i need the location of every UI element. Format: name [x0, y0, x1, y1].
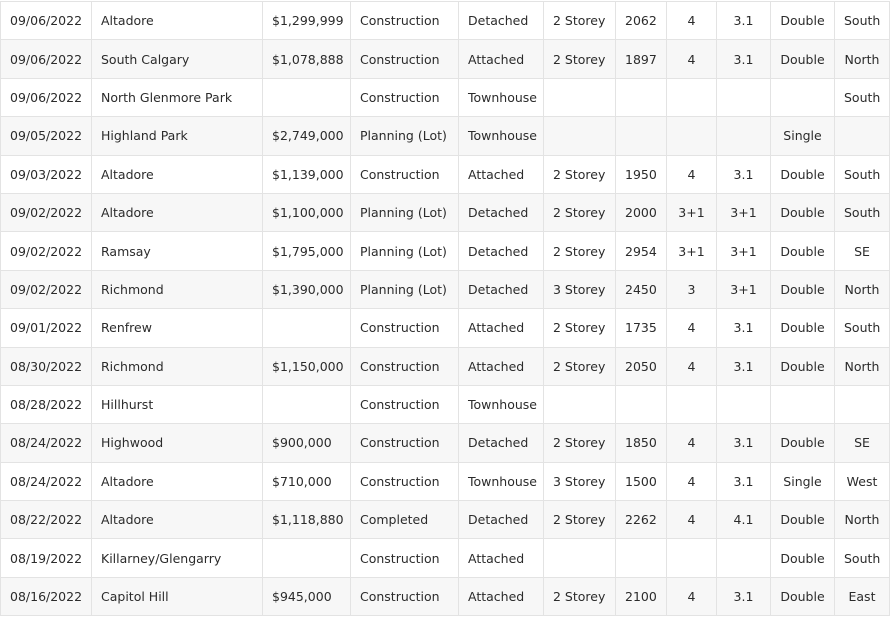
cell-type: Detached [459, 193, 544, 231]
cell-beds: 4 [667, 309, 717, 347]
cell-type: Attached [459, 347, 544, 385]
cell-garage: Double [771, 232, 835, 270]
cell-status: Construction [351, 40, 459, 78]
cell-status: Planning (Lot) [351, 117, 459, 155]
table-row[interactable] [1, 347, 890, 385]
table-row[interactable] [1, 232, 890, 270]
cell-beds [667, 78, 717, 116]
cell-sqft: 2450 [616, 270, 667, 308]
cell-baths: 3.1 [717, 40, 771, 78]
cell-price: $1,100,000 [263, 193, 351, 231]
cell-storeys [544, 117, 616, 155]
cell-date: 09/03/2022 [1, 155, 92, 193]
table-row[interactable] [1, 40, 890, 78]
cell-price: $945,000 [263, 577, 351, 615]
cell-type: Attached [459, 539, 544, 577]
cell-beds [667, 539, 717, 577]
table-row[interactable] [1, 270, 890, 308]
cell-type: Detached [459, 501, 544, 539]
table-row[interactable] [1, 78, 890, 116]
listings-table-body [1, 2, 890, 616]
cell-type: Attached [459, 309, 544, 347]
cell-baths: 3.1 [717, 2, 771, 40]
cell-community: Highland Park [92, 117, 263, 155]
cell-price: $1,150,000 [263, 347, 351, 385]
table-row[interactable] [1, 193, 890, 231]
cell-price: $1,299,999 [263, 2, 351, 40]
cell-status: Planning (Lot) [351, 193, 459, 231]
cell-beds: 4 [667, 501, 717, 539]
cell-storeys: 3 Storey [544, 270, 616, 308]
cell-garage: Double [771, 155, 835, 193]
cell-status: Completed [351, 501, 459, 539]
listings-table [0, 1, 890, 616]
cell-beds: 4 [667, 40, 717, 78]
cell-type: Detached [459, 270, 544, 308]
cell-price [263, 78, 351, 116]
cell-status: Construction [351, 309, 459, 347]
cell-community: Altadore [92, 193, 263, 231]
cell-price: $1,078,888 [263, 40, 351, 78]
cell-status: Construction [351, 2, 459, 40]
cell-baths: 3.1 [717, 577, 771, 615]
cell-sqft [616, 117, 667, 155]
cell-community: Altadore [92, 155, 263, 193]
cell-community: Capitol Hill [92, 577, 263, 615]
cell-type: Detached [459, 424, 544, 462]
cell-date: 09/02/2022 [1, 193, 92, 231]
table-row[interactable] [1, 155, 890, 193]
cell-sqft: 2100 [616, 577, 667, 615]
cell-garage: Double [771, 270, 835, 308]
cell-storeys [544, 385, 616, 423]
cell-sqft: 2262 [616, 501, 667, 539]
table-row[interactable] [1, 117, 890, 155]
cell-garage: Double [771, 193, 835, 231]
cell-beds: 3+1 [667, 232, 717, 270]
cell-price [263, 539, 351, 577]
cell-garage: Double [771, 577, 835, 615]
cell-storeys: 2 Storey [544, 2, 616, 40]
cell-community: Ramsay [92, 232, 263, 270]
cell-type: Townhouse [459, 78, 544, 116]
cell-sqft: 1850 [616, 424, 667, 462]
cell-baths: 4.1 [717, 501, 771, 539]
cell-garage: Single [771, 462, 835, 500]
cell-exposure: South [835, 2, 890, 40]
cell-community: Richmond [92, 270, 263, 308]
cell-status: Construction [351, 385, 459, 423]
cell-baths: 3.1 [717, 155, 771, 193]
table-row[interactable] [1, 309, 890, 347]
cell-date: 09/06/2022 [1, 78, 92, 116]
cell-status: Construction [351, 462, 459, 500]
cell-sqft: 1950 [616, 155, 667, 193]
cell-sqft: 2954 [616, 232, 667, 270]
cell-date: 08/30/2022 [1, 347, 92, 385]
table-row[interactable] [1, 501, 890, 539]
cell-date: 09/02/2022 [1, 270, 92, 308]
cell-exposure: East [835, 577, 890, 615]
cell-price [263, 385, 351, 423]
cell-sqft: 1735 [616, 309, 667, 347]
cell-status: Construction [351, 347, 459, 385]
cell-garage: Double [771, 501, 835, 539]
cell-price: $2,749,000 [263, 117, 351, 155]
table-row[interactable] [1, 462, 890, 500]
cell-community: Altadore [92, 2, 263, 40]
cell-storeys [544, 539, 616, 577]
cell-status: Construction [351, 155, 459, 193]
cell-date: 08/22/2022 [1, 501, 92, 539]
cell-exposure: North [835, 501, 890, 539]
cell-sqft [616, 539, 667, 577]
cell-storeys: 2 Storey [544, 155, 616, 193]
cell-community: Highwood [92, 424, 263, 462]
cell-type: Attached [459, 155, 544, 193]
cell-type: Townhouse [459, 385, 544, 423]
cell-beds [667, 117, 717, 155]
cell-community: Richmond [92, 347, 263, 385]
cell-baths [717, 385, 771, 423]
cell-beds [667, 385, 717, 423]
cell-garage: Double [771, 347, 835, 385]
cell-date: 09/02/2022 [1, 232, 92, 270]
cell-type: Detached [459, 2, 544, 40]
cell-community: Hillhurst [92, 385, 263, 423]
cell-community: Altadore [92, 501, 263, 539]
cell-baths: 3.1 [717, 424, 771, 462]
cell-sqft [616, 78, 667, 116]
cell-baths: 3+1 [717, 232, 771, 270]
cell-exposure: North [835, 347, 890, 385]
cell-date: 09/06/2022 [1, 40, 92, 78]
cell-baths: 3.1 [717, 309, 771, 347]
table-row[interactable] [1, 2, 890, 40]
cell-type: Townhouse [459, 117, 544, 155]
cell-type: Attached [459, 577, 544, 615]
cell-status: Planning (Lot) [351, 232, 459, 270]
cell-status: Construction [351, 78, 459, 116]
cell-storeys: 2 Storey [544, 577, 616, 615]
table-row[interactable] [1, 539, 890, 577]
cell-date: 08/24/2022 [1, 424, 92, 462]
cell-exposure: North [835, 40, 890, 78]
cell-beds: 3 [667, 270, 717, 308]
table-row[interactable] [1, 424, 890, 462]
cell-storeys: 2 Storey [544, 501, 616, 539]
cell-storeys: 2 Storey [544, 40, 616, 78]
cell-date: 08/28/2022 [1, 385, 92, 423]
cell-exposure: West [835, 462, 890, 500]
cell-date: 08/19/2022 [1, 539, 92, 577]
cell-exposure: SE [835, 424, 890, 462]
cell-sqft: 2000 [616, 193, 667, 231]
cell-baths [717, 539, 771, 577]
cell-status: Construction [351, 424, 459, 462]
cell-baths [717, 78, 771, 116]
cell-community: Renfrew [92, 309, 263, 347]
cell-beds: 4 [667, 424, 717, 462]
cell-exposure [835, 385, 890, 423]
cell-garage: Double [771, 309, 835, 347]
cell-exposure: South [835, 309, 890, 347]
cell-beds: 4 [667, 155, 717, 193]
cell-price: $710,000 [263, 462, 351, 500]
cell-type: Townhouse [459, 462, 544, 500]
cell-baths [717, 117, 771, 155]
cell-date: 09/06/2022 [1, 2, 92, 40]
cell-status: Construction [351, 539, 459, 577]
cell-garage: Single [771, 117, 835, 155]
cell-exposure: North [835, 270, 890, 308]
cell-storeys: 2 Storey [544, 193, 616, 231]
cell-baths: 3.1 [717, 462, 771, 500]
cell-sqft [616, 385, 667, 423]
cell-date: 09/01/2022 [1, 309, 92, 347]
cell-exposure: South [835, 155, 890, 193]
cell-garage [771, 385, 835, 423]
cell-price: $1,795,000 [263, 232, 351, 270]
cell-type: Detached [459, 232, 544, 270]
table-row[interactable] [1, 577, 890, 615]
cell-storeys: 2 Storey [544, 347, 616, 385]
cell-status: Construction [351, 577, 459, 615]
cell-price [263, 309, 351, 347]
cell-garage: Double [771, 2, 835, 40]
cell-sqft: 2062 [616, 2, 667, 40]
cell-community: South Calgary [92, 40, 263, 78]
cell-status: Planning (Lot) [351, 270, 459, 308]
cell-garage: Double [771, 424, 835, 462]
cell-beds: 4 [667, 462, 717, 500]
cell-exposure: SE [835, 232, 890, 270]
cell-baths: 3+1 [717, 193, 771, 231]
cell-sqft: 1500 [616, 462, 667, 500]
cell-exposure: South [835, 539, 890, 577]
cell-beds: 4 [667, 577, 717, 615]
cell-exposure: South [835, 78, 890, 116]
cell-price: $1,390,000 [263, 270, 351, 308]
cell-storeys: 3 Storey [544, 462, 616, 500]
cell-community: Killarney/Glengarry [92, 539, 263, 577]
cell-baths: 3+1 [717, 270, 771, 308]
cell-date: 08/16/2022 [1, 577, 92, 615]
cell-garage: Double [771, 539, 835, 577]
cell-storeys [544, 78, 616, 116]
cell-garage: Double [771, 40, 835, 78]
cell-beds: 4 [667, 347, 717, 385]
cell-beds: 3+1 [667, 193, 717, 231]
cell-community: Altadore [92, 462, 263, 500]
cell-baths: 3.1 [717, 347, 771, 385]
cell-type: Attached [459, 40, 544, 78]
cell-price: $1,118,880 [263, 501, 351, 539]
cell-community: North Glenmore Park [92, 78, 263, 116]
cell-sqft: 2050 [616, 347, 667, 385]
cell-storeys: 2 Storey [544, 424, 616, 462]
cell-storeys: 2 Storey [544, 309, 616, 347]
cell-price: $900,000 [263, 424, 351, 462]
cell-date: 08/24/2022 [1, 462, 92, 500]
cell-price: $1,139,000 [263, 155, 351, 193]
cell-exposure [835, 117, 890, 155]
cell-storeys: 2 Storey [544, 232, 616, 270]
cell-beds: 4 [667, 2, 717, 40]
table-row[interactable] [1, 385, 890, 423]
cell-date: 09/05/2022 [1, 117, 92, 155]
cell-garage [771, 78, 835, 116]
cell-exposure: South [835, 193, 890, 231]
cell-sqft: 1897 [616, 40, 667, 78]
